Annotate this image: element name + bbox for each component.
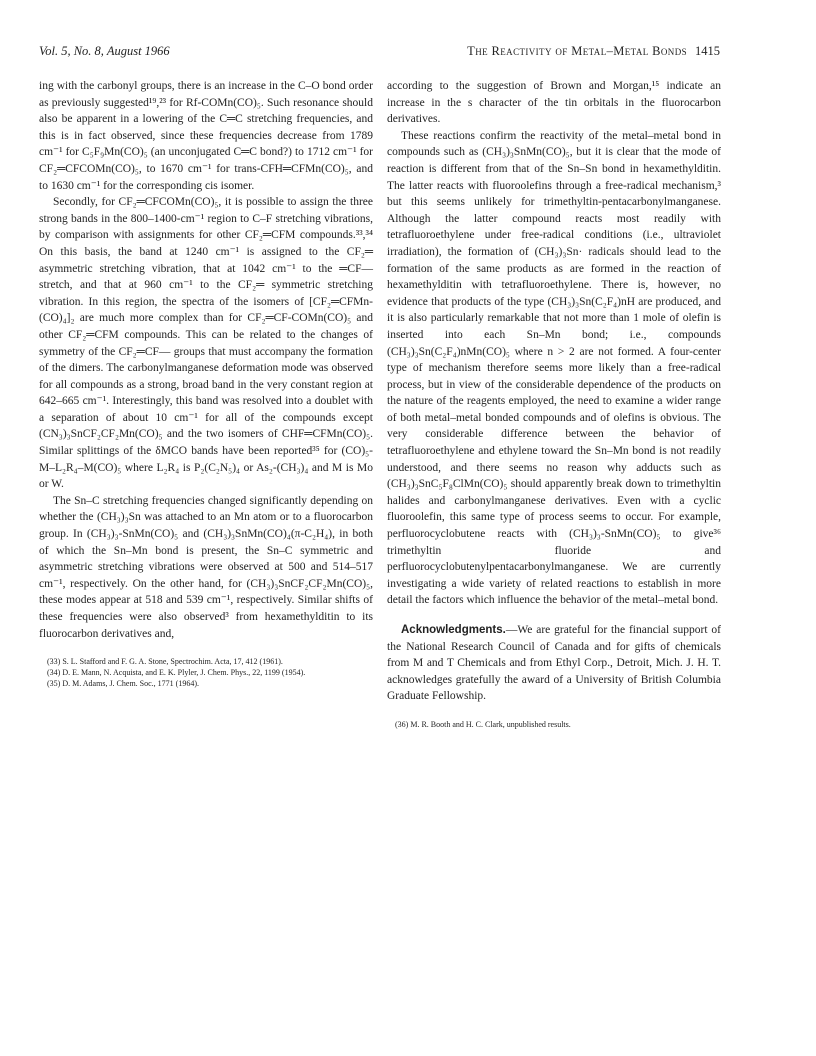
paragraph: The Sn–C stretching frequencies changed significantly depending on whether the (CH₃)₃Sn was attached to an Mn atom or to a fluorocarbon group. In (CH₃)₃-SnMn(CO)₅ and (CH₃)₃SnMn(CO)₄(π-C₂H₄), in both of which the Sn–Mn bond is present, the Sn–C symmetric and asymmetric stretching vibrations were observed at 500 and 514–517 cm⁻¹, respectively. On the other hand, for (CH₃)₃SnCF₂CF₂Mn(CO)₅, these modes appear at 518 and 539 cm⁻¹, respectively. Similar shifts of these frequencies were also observed³ from hexamethylditin to its fluorocarbon derivatives and, <box>39 494 373 640</box>
running-title-block <box>467 44 720 59</box>
footnotes <box>387 719 721 730</box>
paragraph: These reactions confirm the reactivity of the metal–metal bond in compounds such as (CH₃)₃SnMn(CO)₅, but it is clear that the mode of reaction is different from that of the Sn–Sn bond in hexamethylditin. The latter reacts with fluoroolefins through a free-radical mechanism,³ but this seems unlikely for trimethyltin-pentacarbonylmanganese. Although the latter compound reacts most readily with tetrafluoroethylene under free-radical conditions (i.e., ultraviolet irradiation), the formation of (CH₃)₃Sn· radicals should lead to the formation of the same products as are formed in the reaction of hexamethylditin with tetrafluoroethylene. There is, however, no evidence that products of the type (CH₃)₃Sn(C₂F₄)nH are produced, and it is also particularly remarkable that not more than 1 mole of olefin is inserted into each Sn–Mn bond; i.e., compounds (CH₃)₃Sn(C₂F₄)nMn(CO)₅ where n > 2 are not formed. A four-center type of mechanism therefore seems more likely than a free-radical process, but in view of the considerable dependence of the products on the nature of the reagents employed, the need to examine a wider range of both metal–metal bonded compounds and of olefins is obvious. The very considerable difference between the behavior of tetrafluoroethylene and ethylene toward the Sn–Mn bond is not readily understood, and there seems no reason why adducts such as (CH₃)₃SnC₅F₈ClMn(CO)₅ should apparently break down to trimethyltin halides and carbonylmanganese derivatives. Even with a cyclic fluoroolefin, this same type of process seems to occur. For example, perfluorocyclobutene reacts with (CH₃)₃-SnMn(CO)₅ to give³⁶ trimethyltin fluoride and perfluorocyclobutenylpentacarbonylmanganese. We are currently investigating a wide variety of related reactions to establish in more detail the factors which influence the behavior of the metal–metal bond. <box>387 129 721 607</box>
page-number: 1415 <box>695 44 720 58</box>
right-column <box>387 78 721 730</box>
left-column <box>39 78 373 689</box>
footnote: (35) D. M. Adams, J. Chem. Soc., 1771 (1964). <box>47 679 199 689</box>
journal-citation: Vol. 5, No. 8, August 1966 <box>39 44 170 58</box>
paragraph: according to the suggestion of Brown and Morgan,¹⁵ indicate an increase in the s character of the tin orbitals in the fluorocarbon derivatives. <box>387 80 721 126</box>
footnote: (36) M. R. Booth and H. C. Clark, unpublished results. <box>395 719 571 729</box>
acknowledgments-text: —We are grateful for the financial support of the National Research Council of Canada and for gifts of chemicals from M and T Chemicals and from Ethyl Corp., Detroit, Mich. J. H. T. acknowledges gratefully the award of a University of British Columbia Graduate Fellowship. <box>387 624 721 703</box>
paragraph: Secondly, for CF₂═CFCOMn(CO)₅, it is possible to assign the three strong bands in the 800–1400-cm⁻¹ region to C–F stretching vibrations, by comparison with assignments for other CF₂═CFM compounds.³³,³⁴ On this basis, the band at 1240 cm⁻¹ is assigned to the CF₂═ asymmetric stretching vibration, that at 1042 cm⁻¹ to the ═CF— stretch, and that at 960 cm⁻¹ to the CF₂═ symmetric stretching vibration. In this region, the spectra of the isomers of [CF₂═CFMn-(CO)₄]₂ are much more complex than for CF₂═CF-COMn(CO)₅ and other CF₂═CFM compounds. This can be related to the changes of symmetry of the CF₂═CF— groups that must accompany the formation of the dimers. The carbonylmanganese deformation mode was observed for all compounds as a strong, broad band in the very constant region at 642–665 cm⁻¹. Interestingly, this band was resolved into a doublet with a separation of about 10 cm⁻¹ for all of the compounds except (CN₃)₃SnCF₂CF₂Mn(CO)₅ and the two isomers of CHF═CFMn(CO)₅. Similar splittings of the δMCO bands have been reported³⁵ for (CO)₅-M–L₂R₄–M(CO)₅ where L₂R₄ is P₂(C₂N₅)₄ or As₂-(CH₃)₄ and M is Mo or W. <box>39 196 373 491</box>
footnote: (33) S. L. Stafford and F. G. A. Stone, Spectrochim. Acta, 17, 412 (1961). <box>47 657 283 667</box>
running-header <box>39 44 720 64</box>
acknowledgments-heading: Acknowledgments. <box>401 624 506 636</box>
footnotes <box>39 656 373 689</box>
acknowledgments <box>387 622 721 705</box>
running-title: The Reactivity of Metal–Metal Bonds <box>467 44 687 58</box>
paragraph: ing with the carbonyl groups, there is an increase in the C–O bond order as previously suggested¹⁹,²³ for Rf-COMn(CO)₅. Such resonance should also be apparent in a lowering of the C═C stretching frequencies, and this is in fact observed, since these frequencies decrease from 1789 cm⁻¹ for C₅F₉Mn(CO)₅ (an unconjugated C═C bond?) to 1712 cm⁻¹ for CF₂═CFCOMn(CO)₅, to 1670 cm⁻¹ for trans-CFH═CFMn(CO)₅, and to 1630 cm⁻¹ for the corresponding cis isomer. <box>39 80 373 192</box>
footnote: (34) D. E. Mann, N. Acquista, and E. K. Plyler, J. Chem. Phys., 22, 1199 (1954). <box>47 668 306 678</box>
